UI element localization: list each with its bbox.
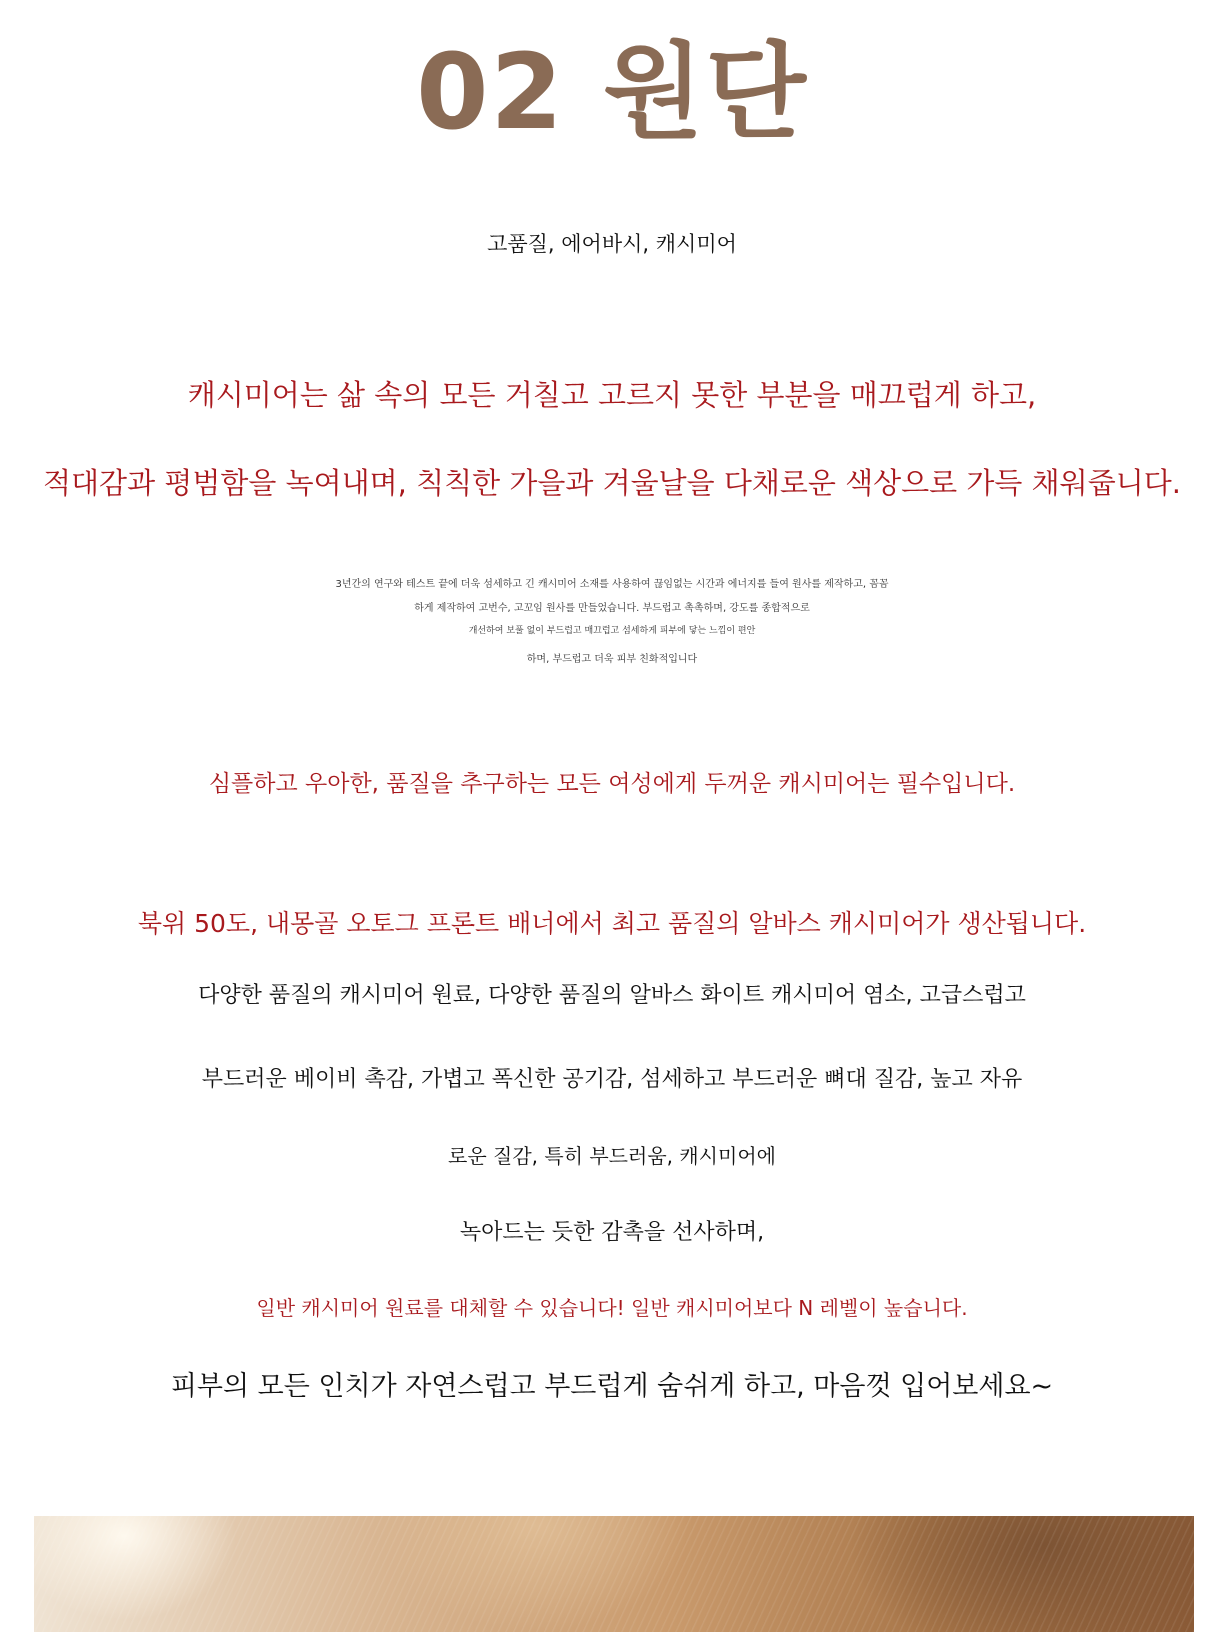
- fine-print-line-4: 하며, 부드럽고 더욱 피부 친화적입니다: [526, 654, 698, 665]
- origin-line-1: 다양한 품질의 캐시미어 원료, 다양한 품질의 알바스 화이트 캐시미어 염소, 고급스럽고: [198, 983, 1026, 1008]
- origin-closing: 피부의 모든 인치가 자연스럽고 부드럽게 숨쉬게 하고, 마음껏 입어보세요~: [170, 1371, 1054, 1402]
- origin-highlight: 일반 캐시미어 원료를 대체할 수 있습니다! 일반 캐시미어보다 N 레벨이 높습니다.: [256, 1296, 968, 1320]
- section-subtitle: 고품질, 에어바시, 캐시미어: [487, 232, 737, 256]
- origin-heading: 북위 50도, 내몽골 오토그 프론트 배너에서 최고 품질의 알바스 캐시미어가 생산됩니다.: [137, 909, 1087, 938]
- section-title: 02 원단: [416, 31, 808, 153]
- origin-line-2: 부드러운 베이비 촉감, 가볍고 폭신한 공기감, 섬세하고 부드러운 뼈대 질감, 높고 자유: [201, 1067, 1023, 1092]
- fine-print-line-2: 하게 제작하여 고번수, 고꼬임 원사를 만들었습니다. 부드럽고 촉촉하며, 강도를 종합적으로: [414, 603, 810, 614]
- fine-print-line-1: 3년간의 연구와 테스트 끝에 더욱 섬세하고 긴 캐시미어 소재를 사용하여 끊임없는 시간과 에너지를 들여 원사를 제작하고, 꼼꼼: [335, 579, 889, 590]
- intro-line-2: 적대감과 평범함을 녹여내며, 칙칙한 가을과 겨울날을 다채로운 색상으로 가득 채워줍니다.: [43, 466, 1181, 500]
- intro-line-1: 캐시미어는 삶 속의 모든 거칠고 고르지 못한 부분을 매끄럽게 하고,: [187, 378, 1037, 412]
- origin-line-4: 녹아드는 듯한 감촉을 선사하며,: [459, 1220, 765, 1245]
- origin-line-3: 로운 질감, 특히 부드러움, 캐시미어에: [448, 1144, 776, 1168]
- slogan: 심플하고 우아한, 품질을 추구하는 모든 여성에게 두꺼운 캐시미어는 필수입니다.: [208, 771, 1016, 797]
- cashmere-fiber-photo: [34, 1516, 1194, 1632]
- fine-print-line-3: 개선하여 보풀 없이 부드럽고 매끄럽고 섬세하게 피부에 닿는 느낌이 편안: [468, 626, 756, 636]
- fiber-texture: [34, 1516, 1194, 1632]
